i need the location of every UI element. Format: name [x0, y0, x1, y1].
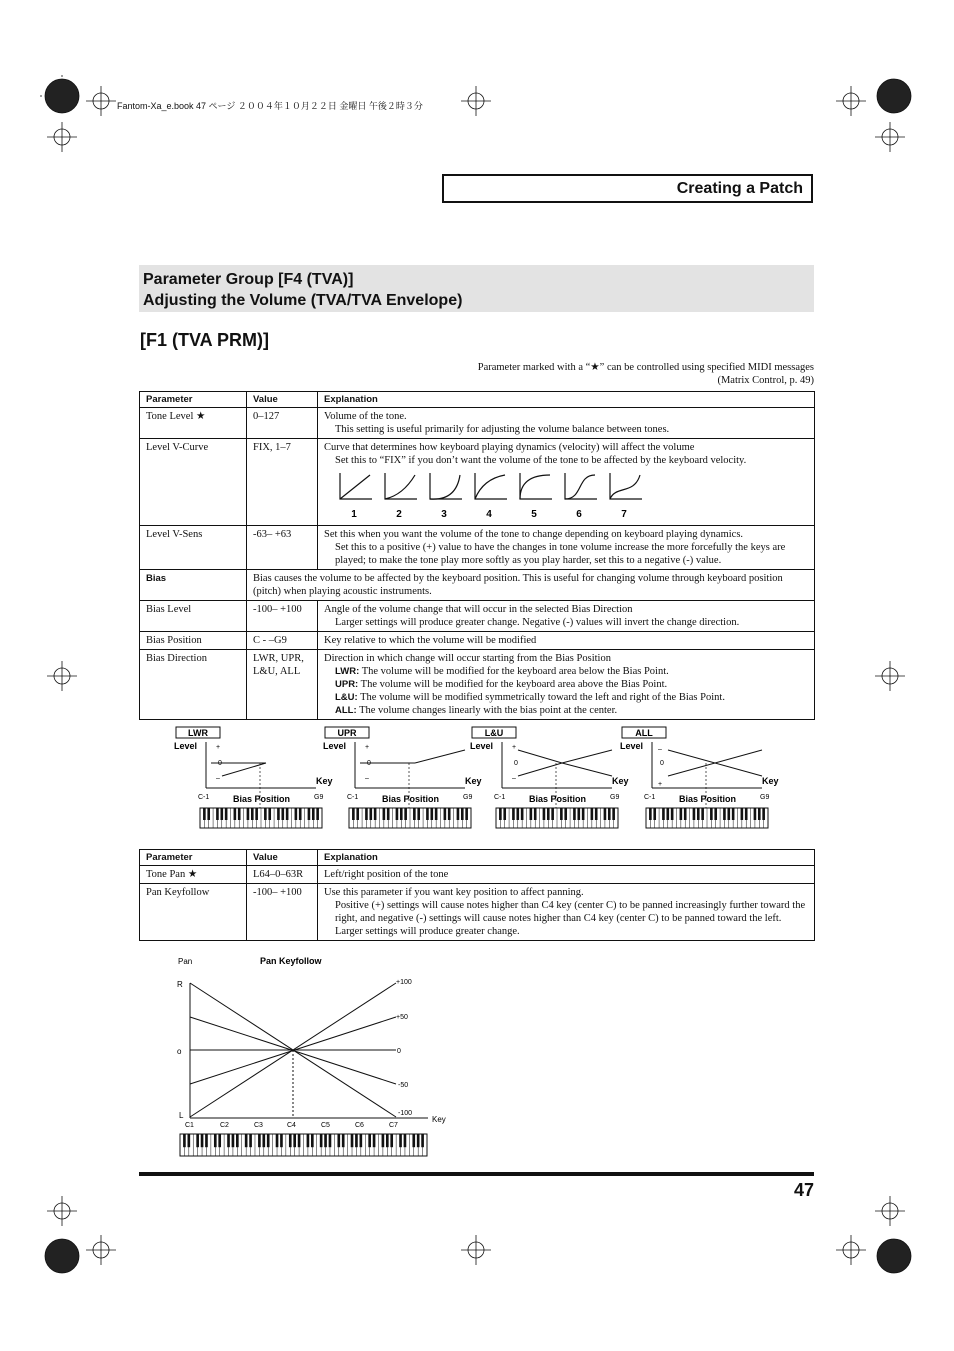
param-name: Bias Direction: [140, 650, 247, 720]
param-explanation: [318, 408, 815, 439]
plus-sign: +: [365, 744, 370, 751]
level-label: Level: [174, 741, 198, 751]
bias-panel-upr: [323, 727, 482, 828]
pan-keyfollow-diagram: [170, 950, 460, 1162]
velocity-curve-2: [385, 473, 417, 499]
table-header-row: [140, 850, 815, 866]
curve-label-4: 4: [486, 509, 492, 520]
plus-sign: +: [216, 744, 221, 751]
running-head: Creating a Patch: [442, 174, 813, 203]
param-name: Level V-Curve: [140, 439, 247, 526]
low-key-label: C-1: [644, 794, 656, 801]
minus-sign: –: [216, 775, 220, 782]
option-label: L&U:: [335, 692, 358, 703]
param-explanation: [318, 601, 815, 632]
panel-tag: UPR: [337, 728, 357, 738]
tva-parameter-table: [139, 391, 815, 720]
pan-keyboard-graphic: [180, 1134, 427, 1156]
param-explanation: Key relative to which the volume will be modified: [318, 632, 815, 650]
panel-tag: L&U: [484, 728, 504, 738]
explanation-line: This setting is useful primarily for adjusting the volume balance between tones.: [335, 424, 670, 435]
explanation-line: Curve that determines how keyboard playing dynamics (velocity) will affect the volume: [324, 442, 695, 453]
zero-label: 0: [660, 760, 664, 767]
col-explanation: Explanation: [318, 850, 815, 866]
subsection-heading: [F1 (TVA PRM)]: [140, 330, 269, 350]
bias-position-label: Bias Position: [233, 794, 291, 804]
lwr-description: [324, 665, 808, 678]
level-label: Level: [470, 741, 494, 751]
param-value: L64–0–63R: [247, 866, 318, 884]
keyboard-graphic: [646, 808, 768, 828]
param-value: C - –G9: [247, 632, 318, 650]
curve-label-7: 7: [621, 509, 627, 520]
section-heading-line1: Parameter Group [F4 (TVA)]: [143, 271, 354, 288]
table-header-row: [140, 392, 815, 408]
minus-sign: –: [512, 775, 516, 782]
key-label: Key: [612, 776, 629, 786]
pan-chart-title: Pan Keyfollow: [260, 956, 322, 966]
bias-position-label: Bias Position: [529, 794, 587, 804]
series-label: -100: [398, 1110, 413, 1117]
matrix-control-note: [478, 361, 814, 387]
param-explanation: [318, 650, 815, 720]
x-tick: C6: [355, 1122, 364, 1129]
explanation-line: Larger settings will produce greater change. Negative (-) values will invert the change direction.: [335, 617, 740, 628]
option-text: The volume changes linearly with the bias point at the center.: [359, 705, 618, 716]
param-value: -63– +63: [247, 526, 318, 570]
note-line1: Parameter marked with a “★” can be controlled using specified MIDI messages: [477, 362, 814, 373]
series-label: -50: [398, 1082, 409, 1089]
param-explanation: [318, 884, 815, 941]
keyboard-graphic: [200, 808, 322, 828]
option-text: The volume will be modified for the keyboard area above the Bias Point.: [360, 679, 668, 690]
param-explanation: [318, 526, 815, 570]
high-key-label: G9: [463, 794, 473, 801]
bias-curve: [518, 750, 562, 763]
minus-sign: –: [365, 775, 369, 782]
page-number: 47: [793, 1180, 814, 1200]
option-label: UPR:: [335, 679, 359, 690]
velocity-curve-1: [340, 473, 372, 499]
param-explanation: Bias causes the volume to be affected by the keyboard position. This is useful for changing volume through keyboard position (pitch) when playing acoustic instruments.: [247, 570, 815, 601]
print-header: Fantom-Xa_e.book 47 ページ ２００４年１０月２２日 金曜日 午後２時３分: [117, 101, 423, 111]
key-label: Key: [762, 776, 779, 786]
param-value: [247, 650, 318, 720]
zero-label: 0: [218, 760, 222, 767]
all-description: [324, 704, 808, 717]
bias-curve: [222, 763, 266, 776]
param-name: Tone Level ★: [140, 408, 247, 439]
velocity-curve-3: [430, 473, 462, 499]
table-row: [140, 439, 815, 526]
zero-label: 0: [514, 760, 518, 767]
panel-tag: ALL: [635, 728, 653, 738]
lu-description: [324, 691, 808, 704]
bias-position-label: Bias Position: [382, 794, 440, 804]
col-value: Value: [247, 392, 318, 408]
param-explanation: Left/right position of the tone: [318, 866, 815, 884]
curve-label-5: 5: [531, 509, 537, 520]
table-row: [140, 650, 815, 720]
explanation-line: Set this when you want the volume of the tone to change depending on keyboard playing dynamics.: [324, 529, 744, 540]
table-row: [140, 570, 815, 601]
x-tick: C3: [254, 1122, 263, 1129]
explanation-line: Volume of the tone.: [324, 411, 407, 422]
low-key-label: C-1: [347, 794, 359, 801]
param-value: FIX, 1–7: [247, 439, 318, 526]
param-name: Level V-Sens: [140, 526, 247, 570]
bias-curve: [562, 750, 612, 763]
value-line: LWR, UPR,: [253, 653, 304, 664]
series-label: +100: [396, 979, 412, 986]
low-key-label: C-1: [494, 794, 506, 801]
panel-tag: LWR: [188, 728, 208, 738]
explanation-line: Use this parameter if you want key position to affect panning.: [324, 887, 584, 898]
key-axis-label: Key: [432, 1115, 446, 1124]
x-tick: C2: [220, 1122, 229, 1129]
level-label: Level: [323, 741, 347, 751]
keyboard-graphic: [496, 808, 618, 828]
col-parameter: Parameter: [140, 392, 247, 408]
x-tick: C1: [185, 1122, 194, 1129]
option-label: LWR:: [335, 666, 360, 677]
curve-label-3: 3: [441, 509, 447, 520]
table-row: [140, 884, 815, 941]
bias-curve: [562, 763, 612, 776]
value-line: L&U, ALL: [253, 666, 301, 677]
high-key-label: G9: [314, 794, 324, 801]
param-name: Pan Keyfollow: [140, 884, 247, 941]
keyboard-graphic: [180, 1134, 427, 1156]
param-value: -100– +100: [247, 884, 318, 941]
table-row: [140, 601, 815, 632]
pan-parameter-table: [139, 849, 815, 941]
section-heading-line2: Adjusting the Volume (TVA/TVA Envelope): [143, 292, 463, 309]
x-tick: C7: [389, 1122, 398, 1129]
param-name: Tone Pan ★: [140, 866, 247, 884]
key-label: Key: [465, 776, 482, 786]
param-explanation: [318, 439, 815, 526]
param-name: Bias Position: [140, 632, 247, 650]
param-value: 0–127: [247, 408, 318, 439]
bias-panel-all: [620, 727, 779, 828]
high-key-label: G9: [610, 794, 620, 801]
col-value: Value: [247, 850, 318, 866]
section-heading: [139, 265, 814, 312]
param-value: -100– +100: [247, 601, 318, 632]
curve-label-1: 1: [351, 509, 357, 520]
option-text: The volume will be modified symmetrically toward the left and right of the Bias Point.: [360, 692, 725, 703]
low-key-label: C-1: [198, 794, 210, 801]
y-tick-l: L: [179, 1111, 184, 1120]
pan-axis-label: Pan: [178, 957, 193, 966]
minus-sign: +: [658, 781, 663, 788]
option-label: ALL:: [335, 705, 357, 716]
velocity-curve-7: [610, 473, 642, 499]
series-label: +50: [396, 1014, 408, 1021]
table-row: [140, 632, 815, 650]
y-tick-r: R: [177, 980, 183, 989]
plus-sign: –: [658, 746, 662, 753]
y-tick-center: o: [177, 1047, 182, 1056]
explanation-line: Positive (+) settings will cause notes higher than C4 key (center C) to be panned increasingly further toward the right, and negative (-) settings will cause notes higher than C4 key (center C) to be panned toward the left. Larger settings will produce greater change.: [335, 900, 806, 937]
explanation-line: Set this to “FIX” if you don’t want the volume of the tone to be affected by the keyboard velocity.: [335, 455, 747, 466]
col-parameter: Parameter: [140, 850, 247, 866]
key-label: Key: [316, 776, 333, 786]
bias-panel-lwr: [174, 727, 333, 828]
option-text: The volume will be modified for the keyboard area below the Bias Point.: [361, 666, 669, 677]
bias-curve: [518, 763, 562, 776]
x-tick: C5: [321, 1122, 330, 1129]
explanation-line: Angle of the volume change that will occur in the selected Bias Direction: [324, 604, 633, 615]
bias-direction-diagrams: [170, 722, 790, 834]
velocity-curve-6: [565, 473, 597, 499]
table-row: [140, 408, 815, 439]
series-label: 0: [397, 1048, 401, 1055]
footer-rule: [139, 1172, 814, 1176]
bias-panel-l-u: [470, 727, 629, 828]
curve-label-2: 2: [396, 509, 402, 520]
table-row: [140, 866, 815, 884]
keyboard-graphic: [349, 808, 471, 828]
upr-description: [324, 678, 808, 691]
param-group-name: Bias: [140, 570, 247, 601]
high-key-label: G9: [760, 794, 770, 801]
curve-label-6: 6: [576, 509, 582, 520]
param-name: Bias Level: [140, 601, 247, 632]
explanation-line: Set this to a positive (+) value to have the changes in tone volume increase the more forcefully the keys are played; to make the tone play more softly as you play harder, set this to a negative (-) value.: [335, 542, 786, 566]
note-line2: (Matrix Control, p. 49): [717, 375, 814, 386]
zero-label: 0: [367, 760, 371, 767]
velocity-curve-4: [475, 473, 507, 499]
bias-position-label: Bias Position: [679, 794, 737, 804]
velocity-curves-diagram: [336, 471, 656, 523]
explanation-line: Direction in which change will occur starting from the Bias Position: [324, 653, 611, 664]
plus-sign: +: [512, 744, 517, 751]
table-row: [140, 526, 815, 570]
level-label: Level: [620, 741, 644, 751]
bias-curve: [415, 750, 465, 763]
velocity-curve-5: [520, 473, 552, 499]
x-tick: C4: [287, 1122, 296, 1129]
col-explanation: Explanation: [318, 392, 815, 408]
